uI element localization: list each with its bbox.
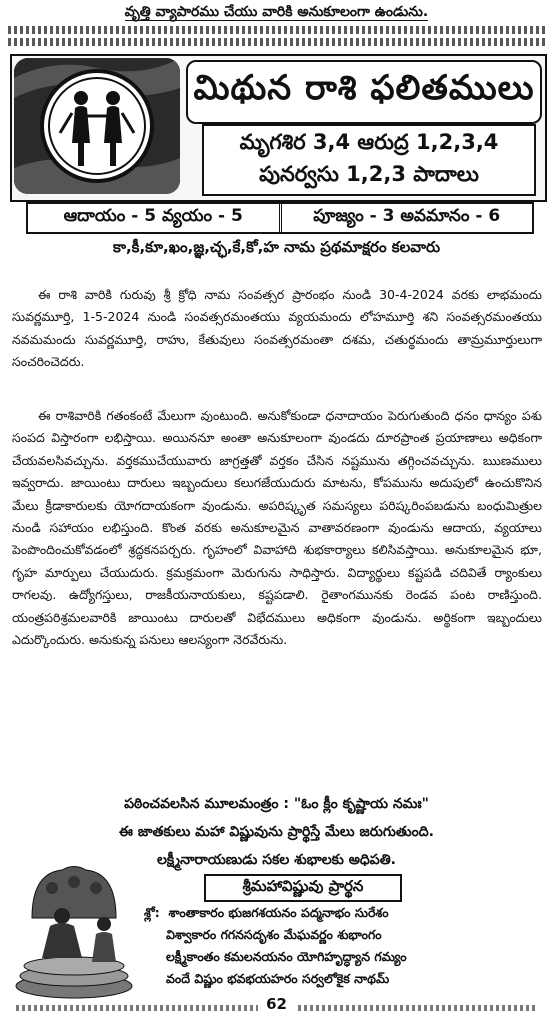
sloka-line-3: లక్ష్మీకాంతం కమలనయనం యోగిహృద్ధ్యాన గమ్యం <box>166 949 407 964</box>
prayer-title: శ్రీమహావిష్ణువు ప్రార్థన <box>204 874 402 902</box>
nakshatra-box <box>202 124 536 196</box>
decorative-border-top-2 <box>8 38 545 46</box>
page-number: 62 <box>0 995 553 1013</box>
gemini-zodiac-icon <box>14 58 180 194</box>
sloka-line-2: విశ్వాకారం గగనసదృశం మేఘవర్ణం శుభాంగం <box>166 927 382 942</box>
sloka-line-1-text: శాంతాకారం భుజగశయనం పద్మనాభం సురేశం <box>168 905 389 920</box>
income-expense: ఆదాయం - 5 వ్యయం - 5 <box>28 204 282 232</box>
sloka-prefix: శ్లో: <box>144 905 160 920</box>
vishnu-image <box>12 858 136 1002</box>
top-note: వృత్తి వ్యాపారము చేయు వారికి అనుకూలంగా ఉండును. <box>124 4 429 20</box>
sloka-line-4: వందే విష్ణుం భవభయహరం సర్వలోకైక నాథమ్ <box>166 971 390 986</box>
nakshatra-line-2: పునర్వసు 1,2,3 పాదాలు <box>259 162 479 186</box>
sloka-line-1 <box>144 902 548 924</box>
nakshatra-line-1: మృగశిర 3,4 ఆరుద్ర 1,2,3,4 <box>239 130 499 154</box>
mantra-line-3: లక్ష్మీనారాయణుడు సకల శుభాలకు అధిపతి. <box>156 852 396 868</box>
honor-dishonor: పూజ్యం - 3 అవమానం - 6 <box>313 206 501 226</box>
mantra-line-1: పఠించవలసిన మూలమంత్రం : "ఓం క్లీం కృష్ణాయ నమః" <box>124 796 429 812</box>
stats-box <box>26 202 534 234</box>
decorative-border-top <box>8 26 545 34</box>
page-title: మిథున రాశి ఫలితములు <box>186 60 542 124</box>
paragraph-2: ఈ రాశివారికి గతంకంటే మేలుగా వుంటుంది. అనుకోకుండా ధనాదాయం పెరుగుతుంది ధనం ధాన్యం పశు సంపద విస్తారంగా లభిస్తాయి. అయిననూ అంతా అనుకూలంగా వుండదు దూరప్రాంత ప్రయాణాలు అధికంగా చేయవలసివచ్చును. వర్తకముచేయువారు జాగ్రత్తతో వర్తకం చేసిన నష్టమును తగ్గించవచ్చును. ఋణములు ఇవ్వరాదు. జాయింటు దారులు ఇబ్బందులు కలుగజేయుదురు మాటను, కోపమును అదుపులో ఉంచుకొనిన మేలు క్రీడాకారులకు యోగదాయకంగా వుండును. అపరిష్కృత సమస్యలు పరిష్కరింపబడును బంధుమిత్రుల నుండి సహాయం లభిస్తుంది. కొంత వరకు అనుకూలమైన వాతావరణంగా వుండును ఆదాయ, వ్యయాలు పెంపొందించుకోవడంలో శ్రద్ధకనపర్చరు. గృహంలో వివాహాది శుభకార్యాలు కలిసివస్తాయి. అనుకూలమైన భూ, గృహ మార్పులు చేయుదురు. క్రమక్రమంగా మెరుగును సాధిస్తారు. విద్యార్థులు కష్టపడి చదివితే ర్యాంకులు రాగలవు. ఉద్యోగస్తులు, రాజకీయనాయకులు, కష్టపడాలి. రైతాంగమునకు రెండవ పంట రాణిస్తుంది. యంత్రపరిశ్రమలవారికి జాయింటు దారులతో విభేదములు అధికంగా వుండును. అర్థికంగా ఇబ్బందులు ఎదుర్కొందురు. అనుకున్న పనులు ఆలస్యంగా నెరవేరును. <box>12 408 542 648</box>
name-letters: కా,కీ,కూ,ఖం,జ్ఞ,చ్ఛ,కే,కో,హ నామ ప్రథమాక్షరం కలవారు <box>112 238 441 256</box>
mantra-line-2: ఈ జాతకులు మహా విష్ణువును ప్రార్థిస్తే మేలు జరుగుతుంది. <box>119 824 434 840</box>
sloka-block <box>144 902 548 990</box>
paragraph-1: ఈ రాశి వారికి గురువు శ్రీ క్రోధి నామ సంవత్సర ప్రారంభం నుండి 30-4-2024 వరకు లాభమందు సువర్ణమూర్తి, 1-5-2024 నుండి సంవత్సరమంతయు వ్యయమందు లోహమూర్తి శని సంవత్సరమంతయు నవమమందు సువర్ణమూర్తి, రాహు, కేతువులు సంవత్సరమంతా దశమ, చతుర్థమందు తామ్రమూర్తులుగా సంచరించెదరు. <box>12 287 542 370</box>
